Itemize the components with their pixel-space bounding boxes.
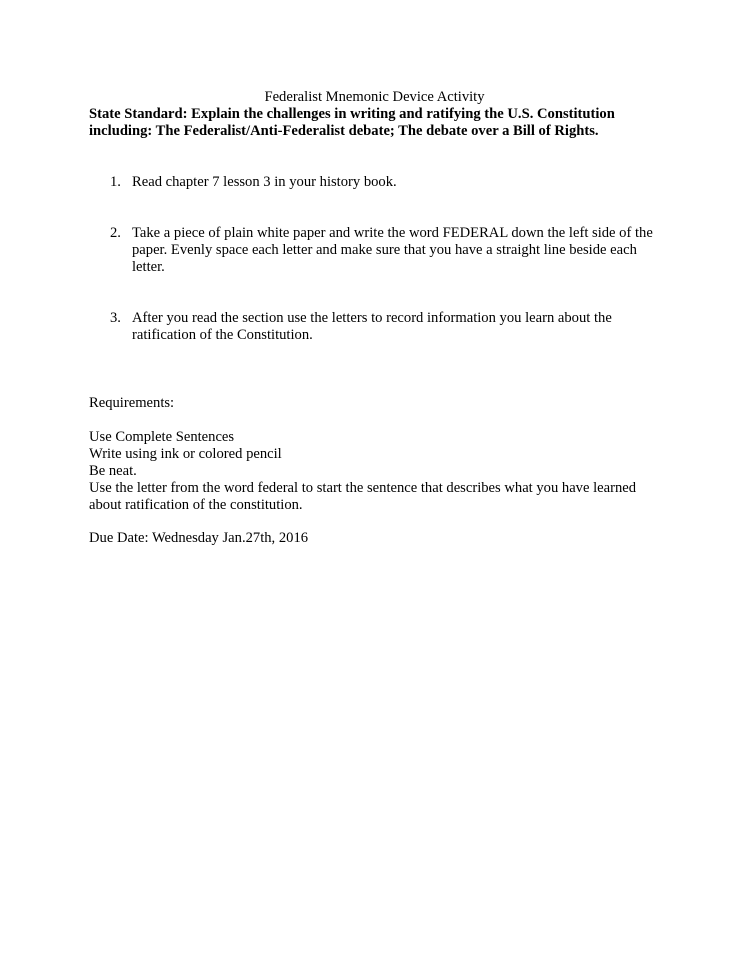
step-number: 2. <box>110 225 121 241</box>
step-number: 1. <box>110 174 121 190</box>
requirements-heading: Requirements: <box>89 395 175 411</box>
requirement-item: Be neat. <box>89 463 137 479</box>
requirement-item: Use Complete Sentences <box>89 429 235 445</box>
step-text: Read chapter 7 lesson 3 in your history book. <box>132 174 397 190</box>
step-1 <box>110 174 670 191</box>
step-2 <box>110 225 670 276</box>
requirement-item: Write using ink or colored pencil <box>89 446 282 462</box>
step-3 <box>110 310 670 344</box>
step-text: After you read the section use the letters to record information you learn about the ratification of the Constitution. <box>132 310 612 343</box>
state-standard: State Standard: Explain the challenges in writing and ratifying the U.S. Constitution including: The Federalist/Anti-Federalist debate; The debate over a Bill of Rights. <box>89 106 615 139</box>
step-text: Take a piece of plain white paper and write the word FEDERAL down the left side of the paper. Evenly space each letter and make sure that you have a straight line beside each letter. <box>132 225 653 275</box>
document-title: Federalist Mnemonic Device Activity <box>264 89 485 105</box>
step-number: 3. <box>110 310 121 326</box>
requirements-list <box>89 429 669 514</box>
due-date: Due Date: Wednesday Jan.27th, 2016 <box>89 530 309 546</box>
requirement-item: Use the letter from the word federal to start the sentence that describes what you have learned about ratification of the constitution. <box>89 480 637 513</box>
